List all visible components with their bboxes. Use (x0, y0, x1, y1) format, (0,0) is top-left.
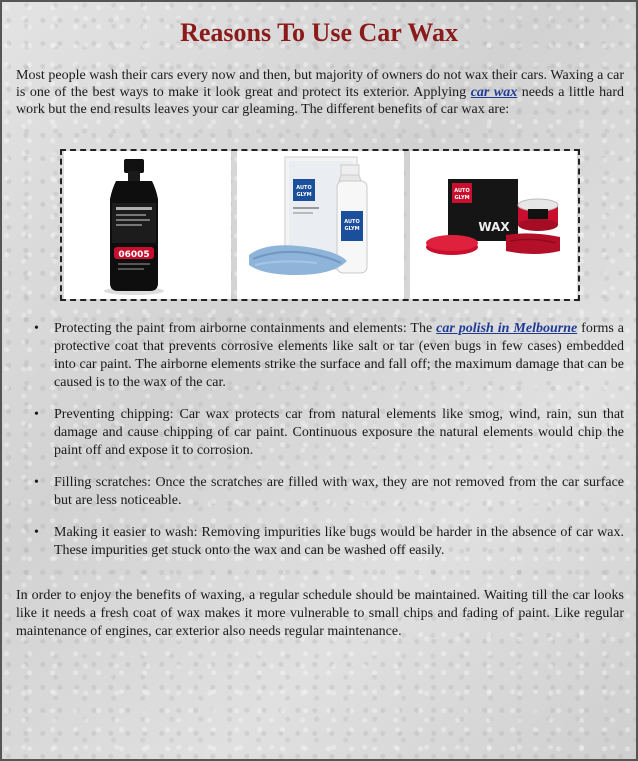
svg-text:GLYM: GLYM (343, 226, 360, 232)
liquid-wax-label: 06005 (117, 250, 150, 260)
bullet-glyph: • (34, 525, 39, 540)
bullet-glyph: • (34, 407, 39, 422)
list-item (30, 524, 624, 560)
benefits-list (30, 320, 624, 574)
svg-text:GLYM: GLYM (295, 192, 312, 198)
product-image-gallery (60, 149, 580, 301)
list-item (30, 320, 624, 392)
product-image-wax-kit (410, 151, 577, 299)
car-polish-link[interactable]: car polish in Melbourne (436, 321, 578, 336)
intro-paragraph (16, 67, 624, 118)
bullet-glyph: • (34, 475, 39, 490)
svg-text:AUTO: AUTO (453, 188, 470, 194)
product-image-liquid-wax (64, 151, 231, 299)
bullet-text-end: forms a protective coat that prevents corrosive elements like salt or tar (even bugs in few cases) embedded into car paint. The airborne elements strike the surface and fall off; the maximum damage that can be caused is to the wax of the car. (54, 321, 624, 390)
product-image-aqua-wax-kit (237, 151, 404, 299)
svg-text:GLYM: GLYM (453, 195, 470, 201)
bullet-text: Preventing chipping: Car wax protects car from natural elements like smog, wind, rain, sun that damage and cause chipping of car paint. Continuous exposure the natural elements would chip the paint off and expose it to corrosion. (54, 407, 624, 458)
list-item (30, 406, 624, 460)
list-item (30, 474, 624, 510)
bullet-glyph: • (34, 321, 39, 336)
bullet-text: Making it easier to wash: Removing impurities like bugs would be harder in the absence of car wax. These impurities get stuck onto the wax and can be washed off easily. (54, 525, 624, 558)
intro-text-end: needs a little hard work but the end results leaves your car gleaming. The different benefits of car wax are: (16, 85, 625, 117)
svg-text:AUTO: AUTO (295, 185, 312, 191)
bullet-text: Filling scratches: Once the scratches are filled with wax, they are not removed from the car surface but are less noticeable. (54, 475, 624, 508)
svg-text:AUTO: AUTO (343, 219, 360, 225)
car-wax-link[interactable]: car wax (470, 85, 518, 100)
wax-kit-label: WAX (477, 220, 510, 234)
intro-text-start: Most people wash their cars every now and then, but majority of owners do not wax their cars. Waxing a car is one of the best ways to make it look great and protect its exterior. Applying (16, 68, 624, 100)
page-title: Reasons To Use Car Wax (180, 18, 458, 47)
closing-paragraph: In order to enjoy the benefits of waxing, a regular schedule should be maintained. Waiting till the car looks like it needs a fresh coat of wax makes it more vulnerable to small chips and fading of paint. Like regular maintenance of engines, car exterior also needs regular maintenance. (16, 588, 624, 639)
bullet-text-start: Protecting the paint from airborne containments and elements: The (54, 321, 437, 336)
